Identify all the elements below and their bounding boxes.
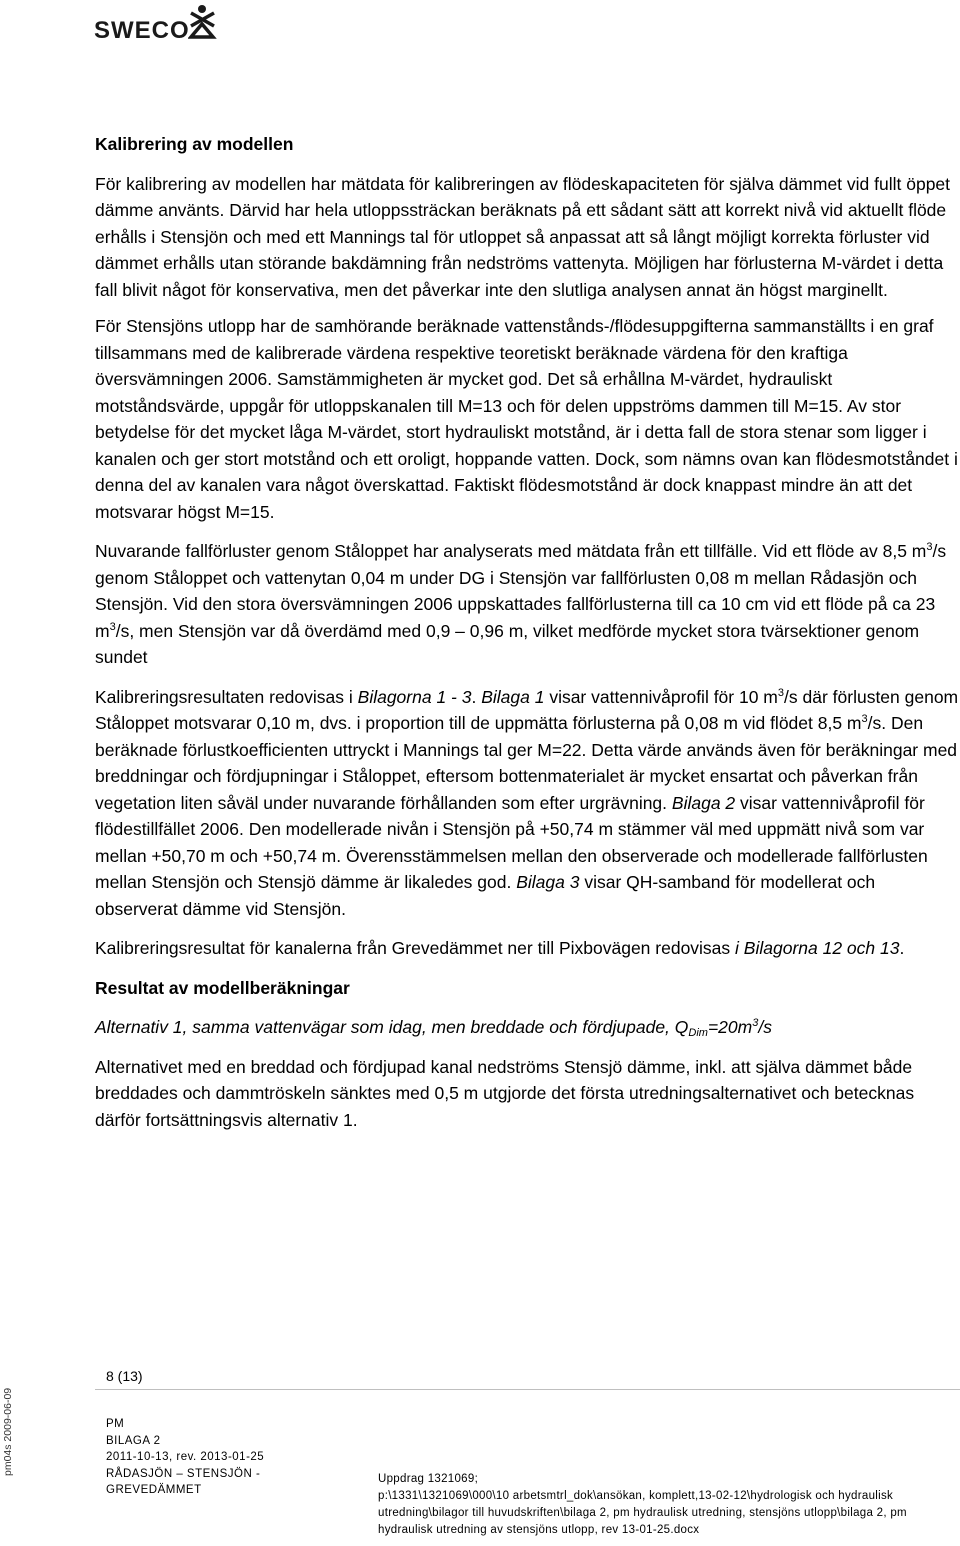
footer-doc-info: PM BILAGA 2 2011-10-13, rev. 2013-01-25 RÅDASJÖN – STENSJÖN - GREVEDÄMMET <box>106 1418 265 1496</box>
paragraph-5: Kalibreringsresultat för kanalerna från Grevedämmet ner till Pixbovägen redovisas i Bilagorna 12 och 13. <box>95 938 905 958</box>
page-number: 8 (13) <box>106 1368 143 1384</box>
paragraph-6: Alternativet med en breddad och fördjupad kanal nedströms Stensjö dämme, inkl. att själva dämmet både breddades och dammtröskeln sänktes med 0,5 m utgjorde det första utredningsalternativet och betecknas därför fortsättningsvis alternativ 1. <box>95 1056 915 1130</box>
heading-kalibrering: Kalibrering av modellen <box>95 134 294 154</box>
document-body <box>95 131 960 1133</box>
sweco-figure-icon <box>188 4 218 40</box>
template-code: pm04s 2009-06-09 <box>2 1387 14 1476</box>
heading-resultat: Resultat av modellberäkningar <box>95 977 350 998</box>
paragraph-4: Kalibreringsresultaten redovisas i Bilagorna 1 - 3. Bilaga 1 visar vattennivåprofil för 10 $m^3/s$ där förlusten genom Ståloppet motsvarar 0,10 m, dvs. i proportion till de uppmätta förlusterna på 0,08 m vid flödet 8,5 $m^3/s$. Den beräknade förlustkoefficienten uttryckt i Mannings tal ger M=22. Detta värde används även för beräkningar med breddningar och fördjupningar i Ståloppet, eftersom bottenmaterialet är mycket ensartat och påverkan från vegetation liten såväl under nuvarande förhållanden som efter urgrävning. Bilaga 2 visar vattennivåprofil för flödestillfället 2006. Den modellerade nivån i Stensjön på +50,74 m stämmer väl med uppmätt nivå som var mellan +50,70 m och +50,74 m. Överensstämmelsen mellan den observerade och modellerade fallförlusten mellan Stensjön och Stensjö dämme är likaledes god. Bilaga 3 visar QH-samband för modellerat och observerat dämme vid Stensjön. <box>95 686 959 919</box>
paragraph-3: Nuvarande fallförluster genom Ståloppet har analyserats med mätdata från ett tillfälle. Vid ett flöde av 8,5 $m^3/s$ genom Ståloppet och vattenytan 0,04 m under DG i Stensjön var fallförlusten 0,08 m mellan Rådasjön och Stensjön. Vid den stora översvämningen 2006 uppskattades fallförlusterna till ca 10 cm vid ett flöde på ca 23 $m^3/s$, men Stensjön var då överdämd med 0,9 – 0,96 m, vilket medförde mycket stora tvärsektioner genom sundet <box>95 541 947 667</box>
logo-text: SWECO <box>94 17 190 44</box>
subheading-alternativ-1: Alternativ 1, samma vattenvägar som idag, men breddade och fördjupade, $Q_{Dim}=20m^3/s$ <box>95 1017 772 1039</box>
paragraph-1: För kalibrering av modellen har mätdata för kalibreringen av flödeskapaciteten för själva dämmet vid fullt öppet dämme använts. Därvid har hela utloppssträckan beräknats på ett sådant sätt att korrekt nivå vid aktuellt flöde erhålls i Stensjön och med ett Mannings tal för utloppet så anpassat att så långt möjligt korrekta förluster vid dämmet erhålls utan störande bakdämning från nedströms vattenyta. Möjligen har förlusterna M-värdet i detta fall blivit något för konservativa, men det påverkar inte den slutliga analysen annat än högst marginellt. <box>95 173 951 300</box>
paragraph-2: För Stensjöns utlopp har de samhörande beräknade vattenstånds-/flödesuppgifterna sammanställts i en graf tillsammans med de kalibrerade värdena respektive teoretiskt beräknade värdena för den kraftiga översvämningen 2006. Samstämmigheten är mycket god. Det så erhållna M-värdet, hydrauliskt motståndsvärde, uppgår för utloppskanalen till M=13 och för delen uppströms dammen till M=15. Av stor betydelse för det mycket låga M-värdet, stort hydrauliskt motstånd, är i detta fall de stora stenar som ligger i kanalen och ger stort motstånd och ett oroligt, hoppande vatten. Dock, som nämns ovan kan flödesmotståndet i denna del av kanalen vara något överskattad. Faktiskt flödesmotstånd är dock knappast mindre än att det motsvarar högst M=15. <box>95 316 958 522</box>
sweco-logo <box>94 4 224 44</box>
footer-file-path: Uppdrag 1321069; p:\1331\1321069\000\10 arbetsmtrl_dok\ansökan, komplett,13-02-12\hydrologisk och hydraulisk utredning\bilagor till huvudskriften\bilaga 2, pm hydraulisk utredning, stensjöns utlopp\bilaga 2, pm hydraulisk utredning av stensjöns utlopp, rev 13-01-25.docx <box>378 1473 907 1536</box>
footer-divider <box>95 1389 960 1390</box>
